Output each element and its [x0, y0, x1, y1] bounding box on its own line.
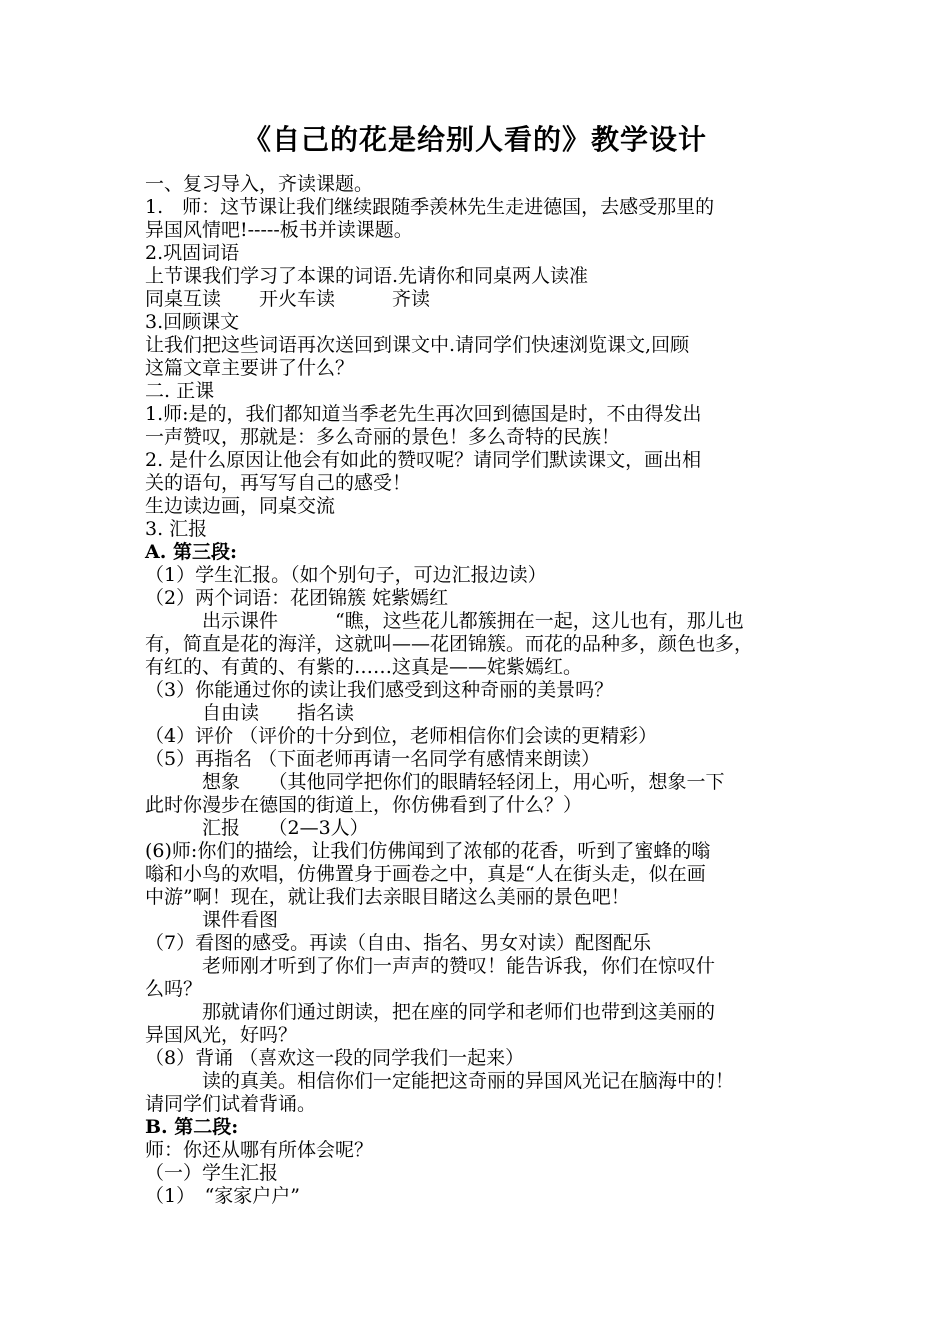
text-line: （3）你能通过你的读让我们感受到这种奇丽的美景吗？: [145, 679, 614, 701]
text-line: 2. 是什么原因让他会有如此的赞叹呢？请同学们默读课文，画出相: [145, 449, 702, 471]
text-line: 有红的、有黄的、有紫的……这真是——姹紫嫣红。: [145, 656, 583, 678]
text-line: 那就请你们通过朗读，把在座的同学和老师们也带到这美丽的: [202, 1001, 716, 1023]
text-line: 么吗？: [145, 978, 203, 1000]
text-line: （7）看图的感受。再读（自由、指名、男女对读）配图配乐: [145, 932, 652, 954]
text-line: （5）再指名 （下面老师再请一名同学有感情来朗读）: [145, 748, 601, 770]
text-line: 课件看图: [202, 909, 279, 931]
text-line: 读的真美。相信你们一定能把这奇丽的异国风光记在脑海中的！: [202, 1070, 735, 1092]
text-line: 中游”啊！现在，就让我们去亲眼目睹这么美丽的景色吧！: [145, 886, 630, 908]
text-line: （1） “家家户户”: [145, 1185, 301, 1207]
text-line: 3. 汇报: [145, 518, 208, 540]
document-title: 《自己的花是给别人看的》教学设计: [242, 123, 707, 156]
text-line: （1）学生汇报。（如个别句子，可边汇报边读）: [145, 564, 547, 586]
text-line: 此时你漫步在德国的街道上，你仿佛看到了什么？）: [145, 794, 583, 816]
text-line: 自由读 指名读: [202, 702, 355, 724]
text-line: 1.师:是的，我们都知道当季老先生再次回到德国是时，不由得发出: [145, 403, 702, 425]
text-line: 上节课我们学习了本课的词语.先请你和同桌两人读准: [145, 265, 589, 287]
text-line: 一声赞叹，那就是：多么奇丽的景色！多么奇特的民族！: [145, 426, 621, 448]
text-line: 想象 （其他同学把你们的眼睛轻轻闭上，用心听，想象一下: [202, 771, 725, 793]
text-line: 3.回顾课文: [145, 311, 240, 333]
text-line: 汇报 （2—3人）: [202, 817, 369, 839]
subsection-heading: A. 第三段:: [145, 541, 237, 563]
text-line: （一）学生汇报: [145, 1162, 279, 1184]
subsection-heading: B. 第二段:: [145, 1116, 239, 1138]
text-line: 老师刚才听到了你们一声声的赞叹！能告诉我，你们在惊叹什: [202, 955, 716, 977]
text-line: 有，简直是花的海洋，这就叫——花团锦簇。而花的品种多，颜色也多，: [145, 633, 754, 655]
text-line: （8）背诵 （喜欢这一段的同学我们一起来）: [145, 1047, 525, 1069]
document-body: [145, 173, 817, 1208]
text-line: 生边读边画，同桌交流: [145, 495, 336, 517]
text-line: (6)师:你们的描绘，让我们仿佛闻到了浓郁的花香，听到了蜜蜂的嗡: [145, 840, 711, 862]
text-line: 关的语句，再写写自己的感受！: [145, 472, 412, 494]
text-line: 异国风光，好吗？: [145, 1024, 298, 1046]
text-line: 嗡和小鸟的欢唱，仿佛置身于画卷之中，真是“人在街头走，似在画: [145, 863, 706, 885]
text-line: 让我们把这些词语再次送回到课文中.请同学们快速浏览课文,回顾: [145, 334, 690, 356]
text-line: 出示课件 “瞧，这些花儿都簇拥在一起，这儿也有，那儿也: [202, 610, 744, 632]
text-line: 同桌互读 开火车读 齐读: [145, 288, 431, 310]
text-line: 1. 师：这节课让我们继续跟随季羡林先生走进德国，去感受那里的: [145, 196, 715, 218]
text-line: 这篇文章主要讲了什么？: [145, 357, 355, 379]
text-line: 请同学们试着背诵。: [145, 1093, 317, 1115]
text-line: 一、复习导入，齐读课题。: [145, 173, 374, 195]
text-line: 异国风情吧!-----板书并读课题。: [145, 219, 413, 241]
text-line: 师：你还从哪有所体会呢？: [145, 1139, 374, 1161]
section-heading: 二. 正课: [145, 380, 215, 402]
text-line: （2）两个词语：花团锦簇 姹紫嫣红: [145, 587, 449, 609]
text-line: （4）评价 （评价的十分到位，老师相信你们会读的更精彩）: [145, 725, 658, 747]
text-line: 2.巩固词语: [145, 242, 240, 264]
